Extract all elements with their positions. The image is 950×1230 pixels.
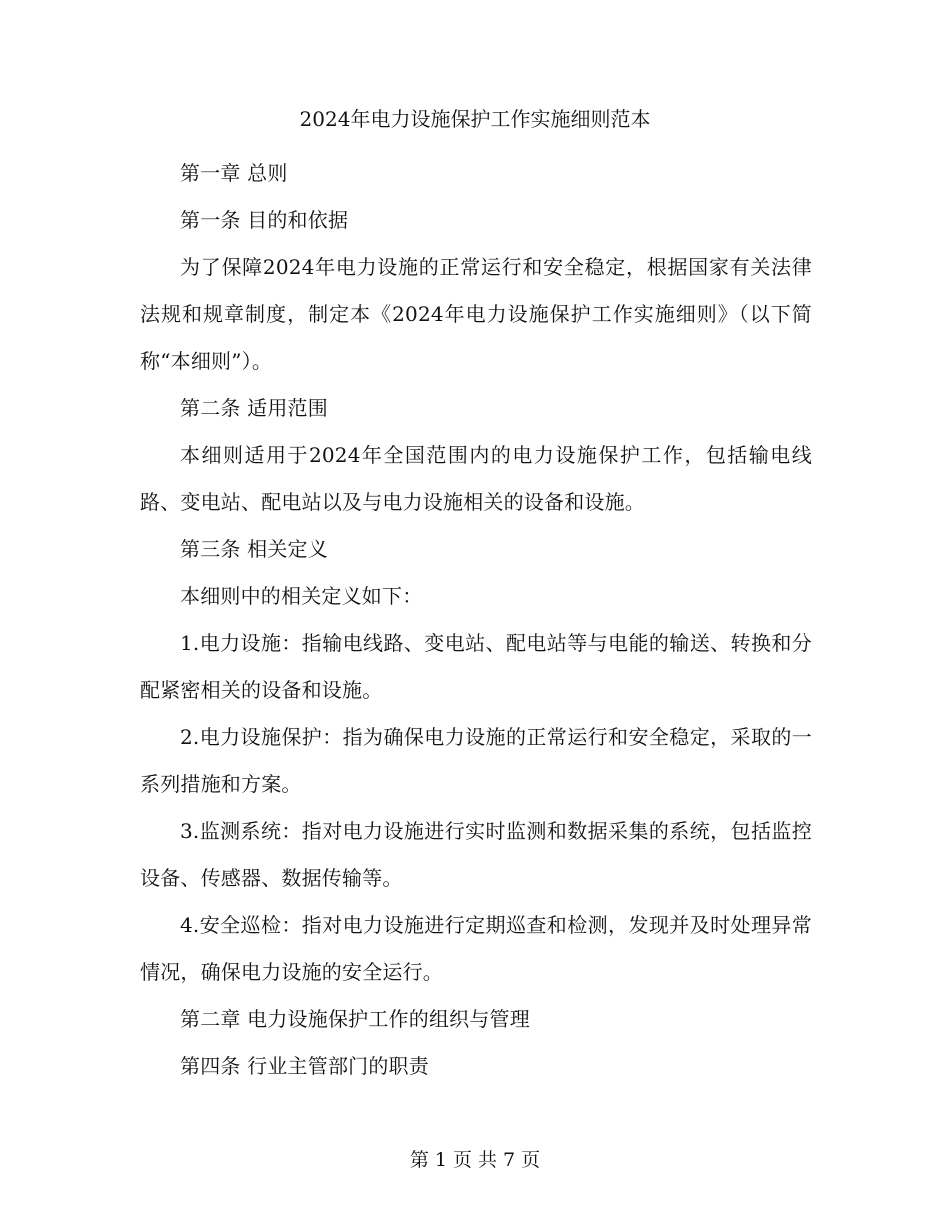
article-heading: 第四条 行业主管部门的职责: [180, 1054, 429, 1078]
chapter-heading: 第二章 电力设施保护工作的组织与管理: [180, 1007, 530, 1031]
body-paragraph: 本细则中的相关定义如下：: [180, 584, 423, 608]
page-footer: 第 1 页 共 7 页: [409, 1149, 541, 1171]
chapter-heading: 第一章 总则: [180, 161, 288, 185]
article-heading: 第二条 适用范围: [180, 396, 328, 420]
definition-item: 4.安全巡检：指对电力设施进行定期巡查和检测，发现并及时处理异常情况，确保电力设施的安全运行。: [140, 913, 812, 984]
article-heading: 第一条 目的和依据: [180, 208, 349, 232]
definition-item: 2.电力设施保护：指为确保电力设施的正常运行和安全稳定，采取的一系列措施和方案。: [140, 725, 812, 796]
definition-item: 1.电力设施：指输电线路、变电站、配电站等与电能的输送、转换和分配紧密相关的设备和设施。: [140, 631, 812, 702]
article-heading: 第三条 相关定义: [180, 537, 328, 561]
body-paragraph: 为了保障2024年电力设施的正常运行和安全稳定，根据国家有关法律法规和规章制度，制定本《2024年电力设施保护工作实施细则》（以下简称“本细则”）。: [140, 255, 812, 373]
definition-item: 3.监测系统：指对电力设施进行实时监测和数据采集的系统，包括监控设备、传感器、数据传输等。: [140, 819, 812, 890]
body-paragraph: 本细则适用于2024年全国范围内的电力设施保护工作，包括输电线路、变电站、配电站以及与电力设施相关的设备和设施。: [140, 443, 812, 514]
document-title: 2024年电力设施保护工作实施细则范本: [299, 107, 651, 131]
document-body: [140, 150, 812, 1090]
